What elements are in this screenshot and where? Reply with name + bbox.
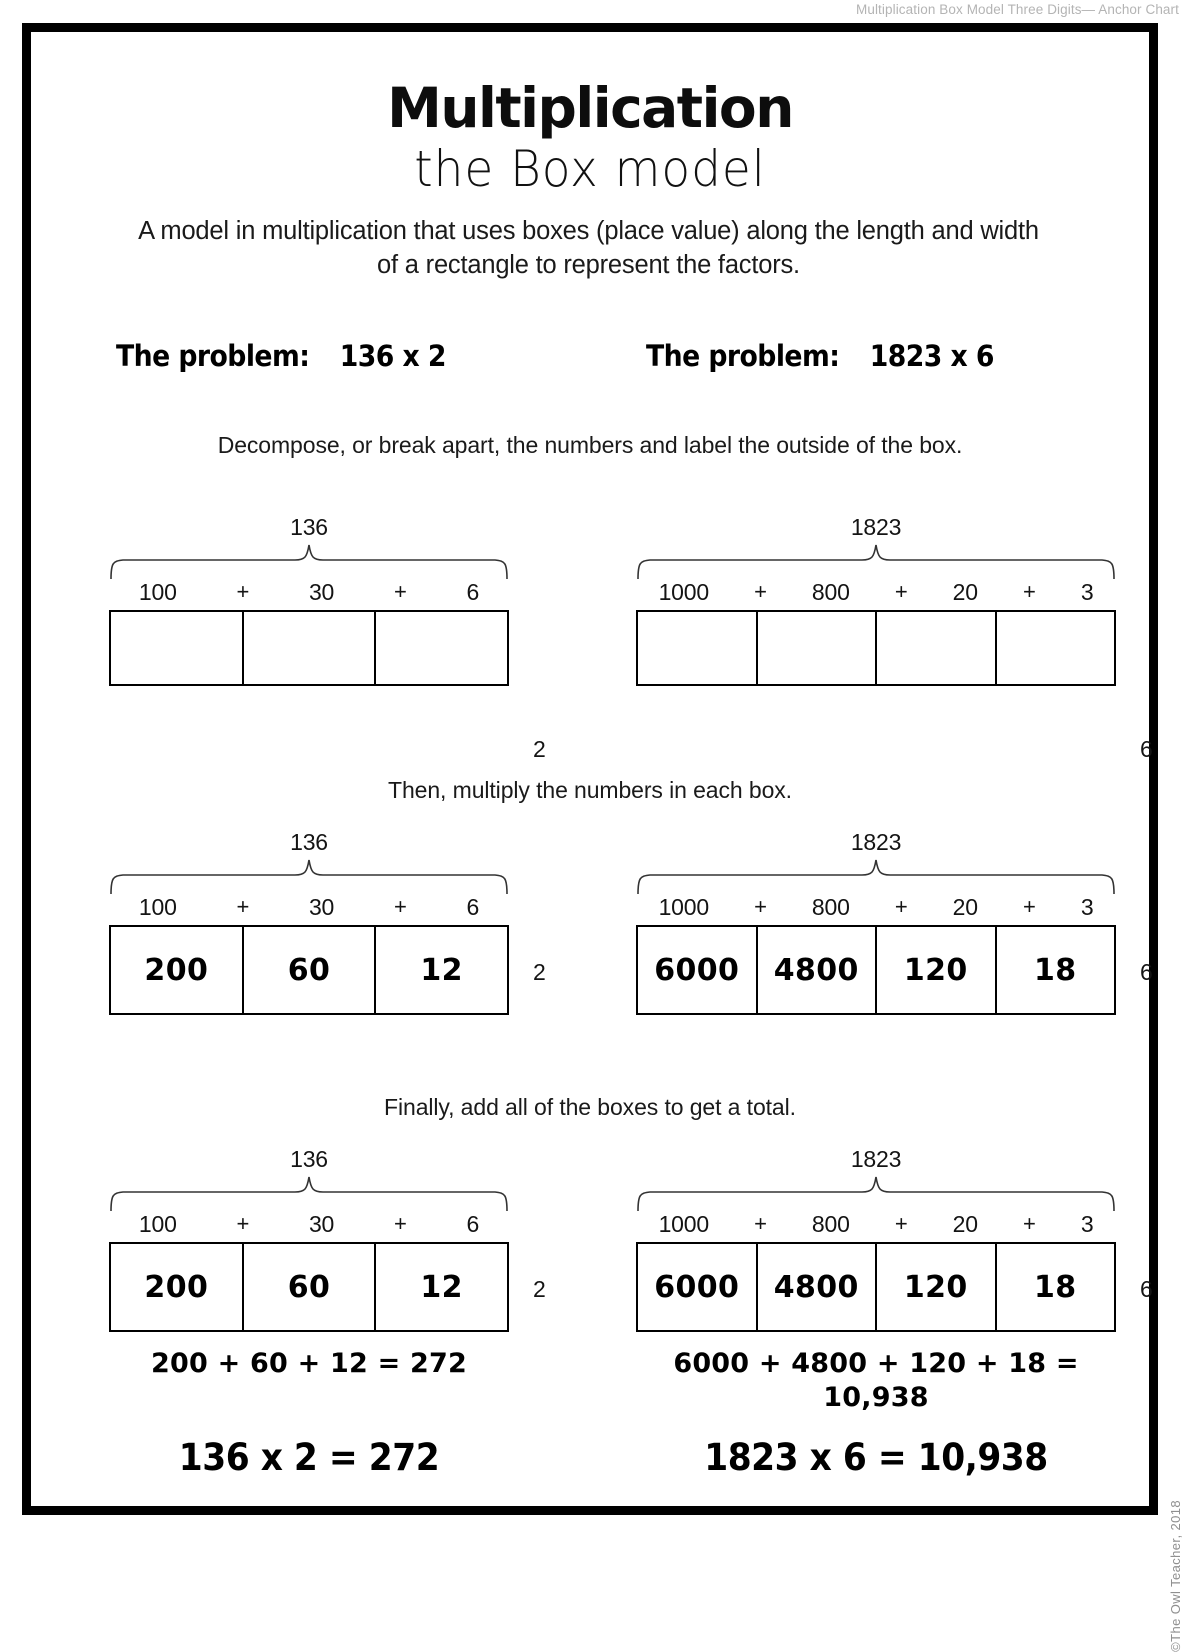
box-cell: 4800 [758,927,878,1013]
box-cell [638,612,758,684]
part-value: 3 [1080,1210,1094,1237]
part-value: 20 [952,578,978,605]
plus-sign: + [393,1211,407,1236]
model-total-label: 136 [290,1146,328,1172]
decomposition-parts [636,892,1116,922]
model-total-label: 136 [290,829,328,855]
plus-sign: + [754,894,767,919]
box-cell: 6000 [638,1244,758,1330]
part-value: 20 [952,1210,978,1237]
part-value: 6 [466,578,480,605]
final-answer-left: 136 x 2 = 272 [178,1436,440,1479]
side-factor-label: 6 [1140,1276,1153,1302]
step-1-instruction: Decompose, or break apart, the numbers and label the outside of the box. [217,432,963,458]
box-row [109,610,509,686]
side-factor-label: 2 [533,959,546,985]
side-factor-label: 2 [533,736,546,762]
part-value: 3 [1080,578,1094,605]
model-total-label: 1823 [850,829,902,855]
part-value: 30 [308,893,335,920]
sum-line-right-part2: 10,938 [823,1382,929,1413]
step-3-instruction: Finally, add all of the boxes to get a total. [384,1094,796,1120]
box-cell [376,612,507,684]
plus-sign: + [1023,894,1036,919]
part-value: 100 [138,578,177,605]
plus-sign: + [236,579,250,604]
brace-icon [636,543,1116,581]
part-value: 6 [466,893,480,920]
part-value: 30 [308,578,335,605]
plus-sign: + [236,894,250,919]
brace-icon [636,1175,1116,1213]
box-cell: 6000 [638,927,758,1013]
box-cell: 200 [111,927,244,1013]
model-total-label: 1823 [850,1146,902,1172]
box-cell: 60 [244,1244,377,1330]
plus-sign: + [894,579,908,604]
plus-sign: + [754,1211,767,1236]
step-2-instruction: Then, multiply the numbers in each box. [388,777,792,803]
side-factor-label: 6 [1140,959,1153,985]
plus-sign: + [894,894,908,919]
plus-sign: + [236,1211,250,1236]
decomposition-parts [636,1209,1116,1239]
part-value: 3 [1080,893,1094,920]
box-cell: 18 [1033,952,1077,988]
problem-heading-left [116,339,446,373]
box-cell: 18 [1033,1269,1077,1305]
box-cell: 120 [877,927,997,1013]
box-cell [758,612,878,684]
box-cell: 4800 [758,1244,878,1330]
part-value: 30 [308,1210,335,1237]
document-header-label: Multiplication Box Model Three Digits— Anchor Chart [856,2,1179,17]
brace-icon [109,858,509,896]
chart-sheet [31,32,1153,1506]
box-cell [877,612,997,684]
box-row [636,1242,1116,1332]
plus-sign: + [393,894,407,919]
part-value: 1000 [658,1210,709,1237]
definition-text: A model in multiplication that uses boxes (place value) along the length and width of a rectangle to represent the factors. [138,217,1039,279]
problem-label-right: The problem: [646,339,840,373]
part-value: 1000 [658,578,709,605]
copyright-label: ©The Owl Teacher, 2018 [1168,1500,1183,1652]
sum-line-right [636,1347,1116,1415]
box-row [636,610,1116,686]
page-subtitle: the Box model [414,140,766,198]
box-row [109,1242,509,1332]
box-cell: 120 [877,1244,997,1330]
brace-icon [109,543,509,581]
box-cell: 12 [420,1269,463,1305]
problem-label-left: The problem: [116,339,310,373]
box-cell [111,612,244,684]
side-factor-label: 6 [1140,736,1153,762]
box-cell [997,612,1115,684]
box-cell [244,612,377,684]
plus-sign: + [1023,579,1036,604]
plus-sign: + [894,1211,908,1236]
box-row [636,925,1116,1015]
sum-line-left: 200 + 60 + 12 = 272 [151,1348,467,1379]
part-value: 800 [811,578,850,605]
part-value: 800 [811,893,850,920]
problem-heading-right [646,339,994,373]
model-total-label: 1823 [850,514,902,540]
plus-sign: + [1023,1211,1036,1236]
box-cell: 200 [111,1244,244,1330]
box-cell: 12 [420,952,463,988]
problem-value-right: 1823 x 6 [869,339,994,373]
box-row [109,925,509,1015]
part-value: 1000 [658,893,709,920]
page-title: Multiplication [387,76,793,140]
part-value: 100 [138,1210,177,1237]
decomposition-parts [109,1209,509,1239]
part-value: 100 [138,893,177,920]
plus-sign: + [754,579,767,604]
sum-line-right-part1: 6000 + 4800 + 120 + 18 = [673,1348,1079,1379]
brace-icon [636,858,1116,896]
page-frame [22,23,1158,1515]
decomposition-parts [109,892,509,922]
plus-sign: + [393,579,407,604]
part-value: 6 [466,1210,480,1237]
brace-icon [109,1175,509,1213]
problem-heading-row [31,339,1149,385]
decomposition-parts [109,577,509,607]
box-cell: 60 [244,927,377,1013]
part-value: 20 [952,893,978,920]
model-total-label: 136 [290,514,328,540]
side-factor-label: 2 [533,1276,546,1302]
final-answer-right: 1823 x 6 = 10,938 [704,1436,1048,1479]
part-value: 800 [811,1210,850,1237]
problem-value-left: 136 x 2 [339,339,446,373]
decomposition-parts [636,577,1116,607]
